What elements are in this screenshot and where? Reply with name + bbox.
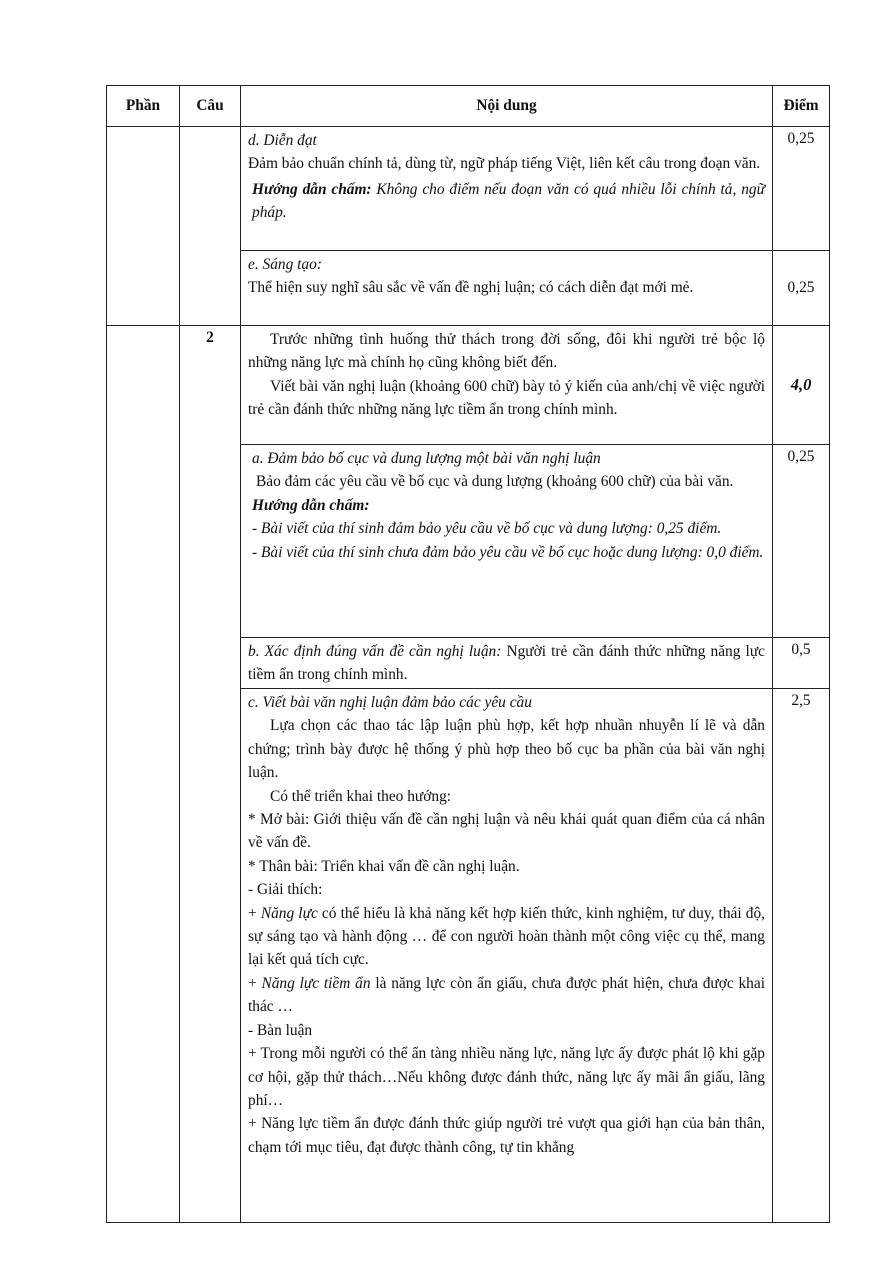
content-cell-e: [241, 251, 773, 326]
header-cau: Câu: [180, 86, 241, 127]
phan-cell: [107, 127, 180, 326]
content-cell-b: [241, 638, 773, 689]
score-cell: 0,5: [773, 638, 830, 689]
definition: là năng lực còn ẩn giấu, chưa được phát hiện, chưa được khai thác …: [248, 974, 765, 1016]
body-paragraph: + Trong mỗi người có thể ẩn tàng nhiều năng lực, năng lực ấy được phát lộ khi gặp cơ hội, gặp thử thách…Nếu không được đánh thức, năng lực ấy mãi ẩn giấu, lãng phí…: [248, 1045, 765, 1109]
guide-paragraph: [248, 178, 765, 225]
criterion-text: Bảo đảm các yêu cầu về bố cục và dung lượng (khoảng 600 chữ) của bài văn.: [256, 473, 734, 491]
term: Năng lực: [260, 904, 318, 922]
total-score: 4,0: [773, 326, 830, 445]
score-cell: 0,25: [773, 127, 830, 251]
body-paragraph: Có thể triển khai theo hướng:: [270, 787, 452, 805]
header-row: [107, 86, 830, 127]
body-paragraph: + Năng lực tiềm ẩn được đánh thức giúp người trẻ vượt qua giới hạn của bản thân, chạm tới mục tiêu, đạt được thành công, tự tin khẳng: [248, 1115, 765, 1156]
guide-item: - Bài viết của thí sinh đảm bảo yêu cầu về bố cục và dung lượng: 0,25 điểm.: [252, 520, 722, 538]
criterion-text: Thể hiện suy nghĩ sâu sắc về vấn đề nghị luận; có cách diễn đạt mới mẻ.: [248, 279, 694, 297]
table-row: [107, 326, 830, 445]
question-number: 2: [180, 326, 241, 1223]
body-paragraph: Lựa chọn các thao tác lập luận phù hợp, kết hợp nhuần nhuyễn lí lẽ và dẫn chứng; trình bày được hệ thống ý phù hợp theo bố cục ba phần của bài văn nghị luận.: [248, 717, 765, 782]
bullet: +: [248, 974, 262, 992]
criterion-text: Người trẻ cần đánh thức những năng lực tiềm ẩn trong chính mình.: [248, 643, 765, 684]
body-paragraph: [248, 972, 765, 1019]
guide-label: Hướng dẫn chấm:: [252, 496, 370, 514]
header-phan: Phần: [107, 86, 180, 127]
content-cell-d: [241, 127, 773, 251]
question-prompt: Trước những tình huống thử thách trong đời sống, đôi khi người trẻ bộc lộ những năng lực mà chính họ cũng không biết đến.: [248, 331, 765, 372]
definition: có thể hiểu là khả năng kết hợp kiến thức, kinh nghiệm, tư duy, thái độ, sự sáng tạo và hành động … để con người hoàn thành một công việc cụ thể, mang lại kết quả tích cực.: [248, 904, 765, 969]
term: Năng lực tiềm ẩn: [261, 974, 371, 992]
content-cell-c: [241, 689, 773, 1223]
cau-cell: [180, 127, 241, 326]
table-row: [107, 127, 830, 251]
score-cell: 2,5: [773, 689, 830, 1223]
guide-label: Hướng dẫn chấm:: [252, 180, 372, 198]
grading-table: [106, 85, 830, 1223]
criterion-title: c. Viết bài văn nghị luận đảm bảo các yêu cầu: [248, 694, 532, 711]
criterion-text: Đảm bảo chuẩn chính tả, dùng từ, ngữ pháp tiếng Việt, liên kết câu trong đoạn văn.: [248, 155, 761, 173]
score-cell: 0,25: [773, 445, 830, 638]
body-paragraph: [248, 902, 765, 972]
content-cell-a: [241, 445, 773, 638]
header-noidung: Nội dung: [241, 86, 773, 127]
body-paragraph: * Mở bài: Giới thiệu vấn đề cần nghị luận và nêu khái quát quan điểm của cá nhân về vấn đề.: [248, 811, 765, 852]
question-prompt-cell: [241, 326, 773, 445]
phan-cell: [107, 326, 180, 1223]
guide-item: - Bài viết của thí sinh chưa đảm bảo yêu cầu về bố cục hoặc dung lượng: 0,0 điểm.: [252, 543, 764, 561]
body-paragraph: - Bàn luận: [248, 1021, 313, 1039]
criterion-paragraph: [248, 640, 765, 687]
bullet: +: [248, 904, 261, 922]
score-cell: 0,25: [773, 251, 830, 326]
question-task: Viết bài văn nghị luận (khoảng 600 chữ) bày tỏ ý kiến của anh/chị về việc người trẻ cần đánh thức những năng lực tiềm ẩn trong chính mình.: [248, 377, 765, 419]
criterion-title: d. Diễn đạt: [248, 132, 317, 149]
guide-text: Không cho điểm nếu đoạn văn có quá nhiều lỗi chính tả, ngữ pháp.: [252, 180, 765, 222]
body-paragraph: * Thân bài: Triển khai vấn đề cần nghị luận.: [248, 857, 520, 875]
header-diem: Điểm: [773, 86, 830, 127]
body-paragraph: - Giải thích:: [248, 881, 323, 899]
criterion-title: b. Xác định đúng vấn đề cần nghị luận:: [248, 643, 502, 660]
criterion-title: a. Đảm bảo bố cục và dung lượng một bài văn nghị luận: [252, 450, 601, 467]
criterion-title: e. Sáng tạo:: [248, 256, 322, 273]
